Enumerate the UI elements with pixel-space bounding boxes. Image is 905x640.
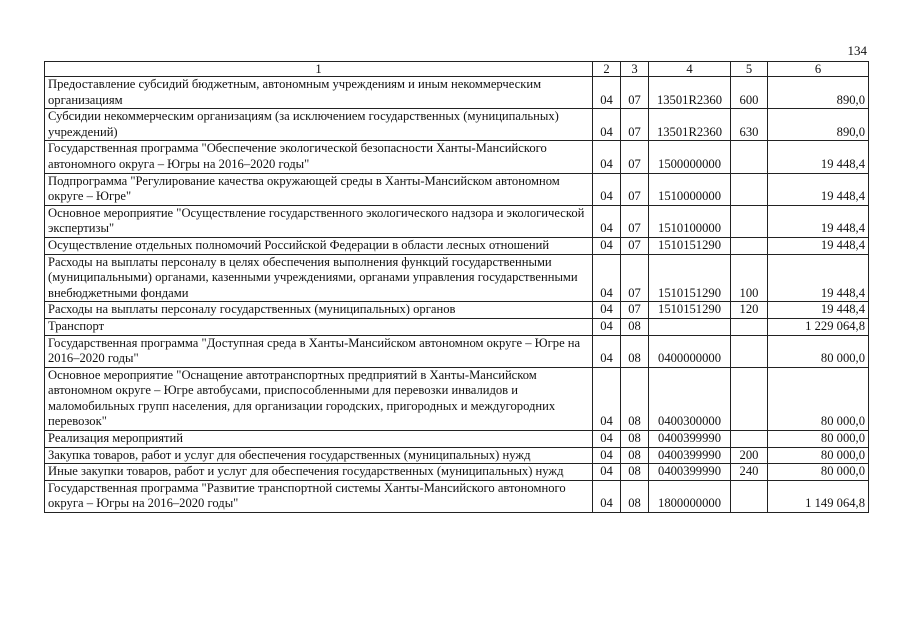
row-expense-type-cell bbox=[731, 141, 768, 173]
row-expense-type-cell bbox=[731, 431, 768, 448]
row-name-cell: Транспорт bbox=[45, 318, 593, 335]
row-section-cell: 04 bbox=[593, 254, 621, 302]
table-row bbox=[45, 205, 869, 237]
row-expense-type-cell bbox=[731, 237, 768, 254]
row-section-cell: 04 bbox=[593, 335, 621, 367]
header-col-6: 6 bbox=[768, 62, 869, 77]
row-name-cell: Реализация мероприятий bbox=[45, 431, 593, 448]
row-target-code-cell: 1500000000 bbox=[649, 141, 731, 173]
table-row bbox=[45, 173, 869, 205]
row-subsection-cell: 07 bbox=[621, 109, 649, 141]
page-number: 134 bbox=[847, 43, 867, 58]
row-target-code-cell: 0400399990 bbox=[649, 431, 731, 448]
table-row bbox=[45, 141, 869, 173]
row-subsection-cell: 08 bbox=[621, 335, 649, 367]
row-subsection-cell: 08 bbox=[621, 447, 649, 464]
row-amount-cell: 80 000,0 bbox=[768, 447, 869, 464]
row-section-cell: 04 bbox=[593, 447, 621, 464]
row-name-cell: Основное мероприятие "Осуществление государственного экологического надзора и экологической экспертизы" bbox=[45, 205, 593, 237]
row-target-code-cell: 1510151290 bbox=[649, 237, 731, 254]
row-expense-type-cell: 600 bbox=[731, 77, 768, 109]
header-col-3: 3 bbox=[621, 62, 649, 77]
row-target-code-cell: 0400399990 bbox=[649, 464, 731, 481]
row-section-cell: 04 bbox=[593, 77, 621, 109]
row-subsection-cell: 08 bbox=[621, 318, 649, 335]
row-expense-type-cell bbox=[731, 480, 768, 512]
table-row bbox=[45, 77, 869, 109]
row-expense-type-cell: 100 bbox=[731, 254, 768, 302]
row-name-cell: Государственная программа "Обеспечение экологической безопасности Ханты-Мансийского автономного округа – Югры на 2016–2020 годы" bbox=[45, 141, 593, 173]
header-row bbox=[45, 62, 869, 77]
budget-table bbox=[44, 61, 869, 513]
row-name-cell: Государственная программа "Доступная среда в Ханты-Мансийском автономном округе – Югре на 2016–2020 годы" bbox=[45, 335, 593, 367]
row-expense-type-cell bbox=[731, 367, 768, 430]
row-name-cell: Закупка товаров, работ и услуг для обеспечения государственных (муниципальных) нужд bbox=[45, 447, 593, 464]
row-target-code-cell: 0400399990 bbox=[649, 447, 731, 464]
header-col-5: 5 bbox=[731, 62, 768, 77]
row-amount-cell: 1 149 064,8 bbox=[768, 480, 869, 512]
row-expense-type-cell: 240 bbox=[731, 464, 768, 481]
row-subsection-cell: 08 bbox=[621, 367, 649, 430]
row-section-cell: 04 bbox=[593, 464, 621, 481]
table-row bbox=[45, 318, 869, 335]
row-subsection-cell: 07 bbox=[621, 237, 649, 254]
row-name-cell: Расходы на выплаты персоналу государственных (муниципальных) органов bbox=[45, 302, 593, 319]
row-section-cell: 04 bbox=[593, 205, 621, 237]
row-subsection-cell: 07 bbox=[621, 77, 649, 109]
row-subsection-cell: 07 bbox=[621, 254, 649, 302]
row-expense-type-cell: 630 bbox=[731, 109, 768, 141]
row-target-code-cell: 1510151290 bbox=[649, 302, 731, 319]
row-amount-cell: 80 000,0 bbox=[768, 431, 869, 448]
row-subsection-cell: 08 bbox=[621, 480, 649, 512]
table-row bbox=[45, 237, 869, 254]
row-name-cell: Осуществление отдельных полномочий Российской Федерации в области лесных отношений bbox=[45, 237, 593, 254]
header-col-4: 4 bbox=[649, 62, 731, 77]
table-row bbox=[45, 447, 869, 464]
row-target-code-cell bbox=[649, 318, 731, 335]
row-expense-type-cell bbox=[731, 335, 768, 367]
table-row bbox=[45, 254, 869, 302]
row-section-cell: 04 bbox=[593, 480, 621, 512]
row-target-code-cell: 0400000000 bbox=[649, 335, 731, 367]
row-amount-cell: 19 448,4 bbox=[768, 254, 869, 302]
row-amount-cell: 19 448,4 bbox=[768, 141, 869, 173]
row-expense-type-cell bbox=[731, 173, 768, 205]
row-section-cell: 04 bbox=[593, 237, 621, 254]
row-target-code-cell: 0400300000 bbox=[649, 367, 731, 430]
table-row bbox=[45, 302, 869, 319]
row-target-code-cell: 1510100000 bbox=[649, 205, 731, 237]
row-subsection-cell: 07 bbox=[621, 173, 649, 205]
row-subsection-cell: 07 bbox=[621, 205, 649, 237]
row-expense-type-cell bbox=[731, 318, 768, 335]
row-target-code-cell: 1510000000 bbox=[649, 173, 731, 205]
row-section-cell: 04 bbox=[593, 302, 621, 319]
table-row bbox=[45, 335, 869, 367]
row-subsection-cell: 08 bbox=[621, 464, 649, 481]
row-amount-cell: 19 448,4 bbox=[768, 302, 869, 319]
row-name-cell: Подпрограмма "Регулирование качества окружающей среды в Ханты-Мансийском автономном округе – Югре" bbox=[45, 173, 593, 205]
table-row bbox=[45, 109, 869, 141]
row-section-cell: 04 bbox=[593, 367, 621, 430]
row-amount-cell: 80 000,0 bbox=[768, 367, 869, 430]
row-section-cell: 04 bbox=[593, 141, 621, 173]
header-col-1: 1 bbox=[45, 62, 593, 77]
row-amount-cell: 80 000,0 bbox=[768, 464, 869, 481]
row-amount-cell: 80 000,0 bbox=[768, 335, 869, 367]
row-amount-cell: 19 448,4 bbox=[768, 173, 869, 205]
row-target-code-cell: 1510151290 bbox=[649, 254, 731, 302]
row-name-cell: Субсидии некоммерческим организациям (за исключением государственных (муниципальных) учреждений) bbox=[45, 109, 593, 141]
row-name-cell: Расходы на выплаты персоналу в целях обеспечения выполнения функций государственными (муниципальными) органами, казенными учреждениями, органами управления государственными внебюджетными фондами bbox=[45, 254, 593, 302]
row-expense-type-cell: 120 bbox=[731, 302, 768, 319]
header-col-2: 2 bbox=[593, 62, 621, 77]
row-section-cell: 04 bbox=[593, 109, 621, 141]
row-name-cell: Основное мероприятие "Оснащение автотранспортных предприятий в Ханты-Мансийском автономном округе – Югре автобусами, приспособленными для перевозки инвалидов и маломобильных групп населения, для организации городских, пригородных и междугородних перевозок" bbox=[45, 367, 593, 430]
row-target-code-cell: 13501R2360 bbox=[649, 109, 731, 141]
row-amount-cell: 890,0 bbox=[768, 77, 869, 109]
row-subsection-cell: 07 bbox=[621, 302, 649, 319]
row-name-cell: Предоставление субсидий бюджетным, автономным учреждениям и иным некоммерческим организациям bbox=[45, 77, 593, 109]
row-name-cell: Государственная программа "Развитие транспортной системы Ханты-Мансийского автономного округа – Югры на 2016–2020 годы" bbox=[45, 480, 593, 512]
row-section-cell: 04 bbox=[593, 318, 621, 335]
table-row bbox=[45, 464, 869, 481]
row-subsection-cell: 08 bbox=[621, 431, 649, 448]
row-target-code-cell: 13501R2360 bbox=[649, 77, 731, 109]
row-name-cell: Иные закупки товаров, работ и услуг для обеспечения государственных (муниципальных) нужд bbox=[45, 464, 593, 481]
row-section-cell: 04 bbox=[593, 431, 621, 448]
row-target-code-cell: 1800000000 bbox=[649, 480, 731, 512]
row-amount-cell: 19 448,4 bbox=[768, 237, 869, 254]
row-section-cell: 04 bbox=[593, 173, 621, 205]
table-row bbox=[45, 480, 869, 512]
row-amount-cell: 1 229 064,8 bbox=[768, 318, 869, 335]
row-subsection-cell: 07 bbox=[621, 141, 649, 173]
row-expense-type-cell: 200 bbox=[731, 447, 768, 464]
row-amount-cell: 890,0 bbox=[768, 109, 869, 141]
table-row bbox=[45, 367, 869, 430]
row-expense-type-cell bbox=[731, 205, 768, 237]
table-row bbox=[45, 431, 869, 448]
row-amount-cell: 19 448,4 bbox=[768, 205, 869, 237]
